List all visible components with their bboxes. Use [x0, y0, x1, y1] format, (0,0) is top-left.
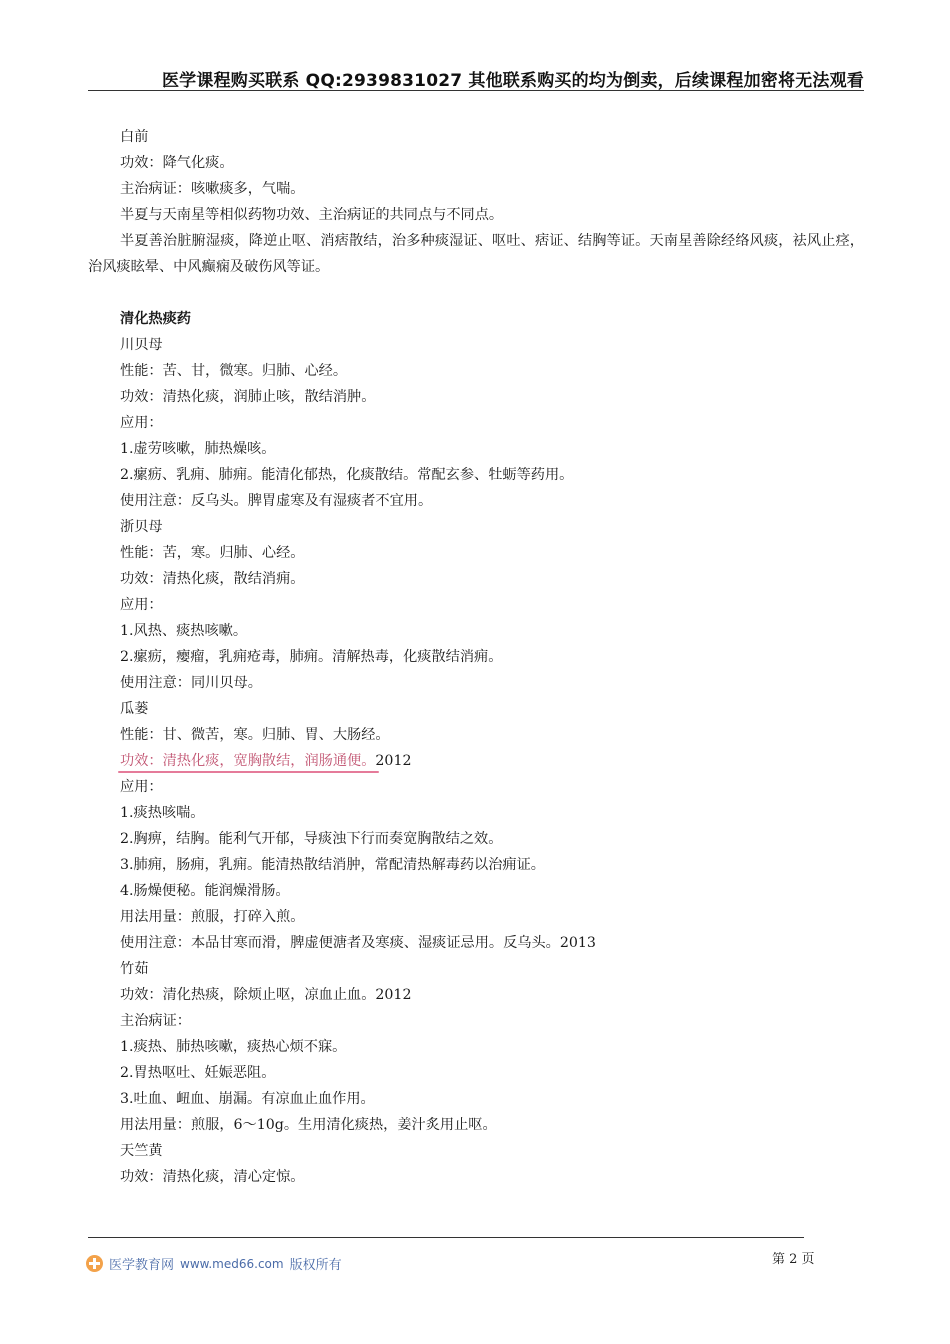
- footer-rights: 版权所有: [289, 1258, 342, 1273]
- text-line: 1.风热、痰热咳嗽。: [120, 623, 248, 639]
- text-line: 2.胃热呕吐、妊娠恶阻。: [120, 1065, 276, 1081]
- text-line: 主治病证：: [120, 1013, 191, 1029]
- text-line: 应用：: [120, 415, 163, 431]
- page-header: 医学课程购买联系 QQ:2939831027 其他联系购买的均为倒卖，后续课程加密将无法观看: [161, 71, 864, 91]
- text-line: 1.虚劳咳嗽，肺热燥咳。: [120, 441, 276, 457]
- text-line: 2.胸痹，结胸。能利气开郁，导痰浊下行而奏宽胸散结之效。: [120, 831, 503, 847]
- text-line: 功效：降气化痰。: [120, 155, 234, 171]
- text-line: 2.瘰疬，瘿瘤，乳痈疮毒，肺痈。清解热毒，化痰散结消痈。: [120, 649, 503, 665]
- text-line: 2.瘰疬、乳痈、肺痈。能清化郁热，化痰散结。常配玄参、牡蛎等药用。: [120, 467, 574, 483]
- text-line: 用法用量：煎服，6～10g。生用清化痰热，姜汁炙用止呕。: [120, 1117, 497, 1133]
- footer-divider: [88, 1237, 804, 1238]
- text-line: 功效：清热化痰，散结消痈。: [120, 571, 305, 587]
- text-line: 应用：: [120, 779, 163, 795]
- text-line: 功效：清热化痰，润肺止咳，散结消肿。: [120, 389, 376, 405]
- herb-name-tianzhuhuang: 天竺黄: [120, 1143, 163, 1159]
- comparison-paragraph: 半夏善治脏腑湿痰，降逆止呕、消痞散结，治多种痰湿证、呕吐、痞证、结胸等证。天南星善除经络风痰，祛风止痉，治风痰眩晕、中风癫痫及破伤风等证。: [88, 233, 864, 275]
- highlighted-line: [88, 748, 864, 774]
- footer-site-url: www.med66.com: [180, 1256, 284, 1271]
- highlighted-text: 功效：清热化痰，宽胸散结，润肠通便。: [120, 748, 375, 774]
- text-line: 1.痰热、肺热咳嗽，痰热心烦不寐。: [120, 1039, 347, 1055]
- text-line: 主治病证：咳嗽痰多，气喘。: [120, 181, 305, 197]
- text-line: 1.痰热咳喘。: [120, 805, 205, 821]
- footer-brand-name: 医学教育网: [109, 1258, 175, 1273]
- section-heading: 清化热痰药: [120, 311, 191, 327]
- text-line: 性能：苦，寒。归肺、心经。: [120, 545, 305, 561]
- text-line: 3.肺痈，肠痈，乳痈。能清热散结消肿，常配清热解毒药以治痈证。: [120, 857, 545, 873]
- text-line: 半夏与天南星等相似药物功效、主治病证的共同点与不同点。: [120, 207, 504, 223]
- spacer: [88, 280, 864, 306]
- text-line: 3.吐血、衄血、崩漏。有凉血止血作用。: [120, 1091, 375, 1107]
- herb-name-chuanbeimu: 川贝母: [120, 337, 163, 353]
- herb-name-baiqian: 白前: [120, 129, 149, 145]
- page-number: 第 2 页: [772, 1252, 815, 1267]
- herb-name-zhebeimu: 浙贝母: [120, 519, 163, 535]
- text-line: 应用：: [120, 597, 163, 613]
- text-line: 使用注意：本品甘寒而滑，脾虚便溏者及寒痰、湿痰证忌用。反乌头。2013: [120, 935, 596, 951]
- herb-name-zhuru: 竹茹: [120, 961, 149, 977]
- document-body: [88, 124, 864, 1190]
- footer-brand: [86, 1254, 342, 1273]
- text-line: 性能：苦、甘，微寒。归肺、心经。: [120, 363, 348, 379]
- text-line: 使用注意：反乌头。脾胃虚寒及有湿痰者不宜用。: [120, 493, 433, 509]
- med66-logo-icon: [86, 1255, 103, 1272]
- text-line: 功效：清化热痰，除烦止呕，凉血止血。2012: [120, 987, 412, 1003]
- text-line: 使用注意：同川贝母。: [120, 675, 262, 691]
- header-divider: [88, 90, 864, 91]
- herb-name-gualou: 瓜蒌: [120, 701, 149, 717]
- text-line: 性能：甘、微苦，寒。归肺、胃、大肠经。: [120, 727, 390, 743]
- text-line: 用法用量：煎服，打碎入煎。: [120, 909, 305, 925]
- year-tag: 2012: [375, 753, 412, 769]
- text-line: 功效：清热化痰，清心定惊。: [120, 1169, 305, 1185]
- text-line: 4.肠燥便秘。能润燥滑肠。: [120, 883, 290, 899]
